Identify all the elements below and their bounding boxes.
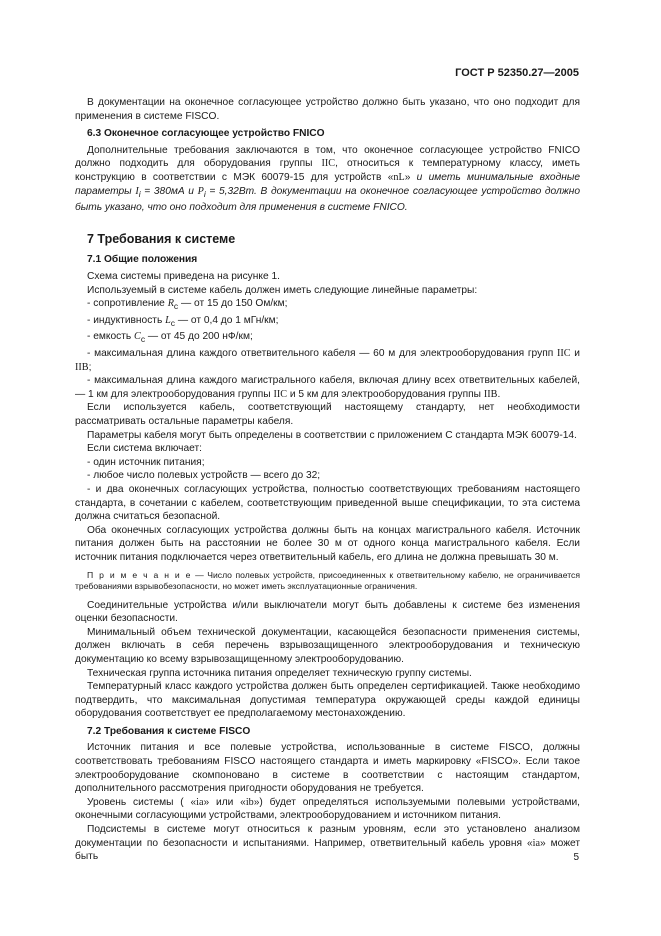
subscript: c bbox=[140, 334, 146, 345]
text: Уровень системы ( « bbox=[87, 796, 197, 808]
text: » может быть bbox=[75, 837, 581, 863]
text: » или « bbox=[203, 796, 246, 808]
section-7-title: 7 Требования к системе bbox=[87, 231, 236, 246]
group-symbol: IIB bbox=[483, 388, 498, 400]
terminators-paragraph: Оба оконечных согласующих устройства должны быть на концах магистрального кабеля. Источник питания должен быть на расстоянии не более 30 м от одного конца магистрального кабеля. Если источник питания подключается через ответвительный кабель, его длина не должна превышать 30 м. bbox=[75, 524, 580, 563]
group-symbol: IIB bbox=[75, 361, 89, 373]
text: Дополнительные требования заключаются в том, что оконечное согласующее устройство FNICO должно подходить для оборудования группы bbox=[75, 144, 580, 170]
group-symbol: IIC bbox=[273, 388, 288, 400]
subscript: c bbox=[173, 301, 179, 312]
group-paragraph: Техническая группа источника питания определяет техническую группу системы. bbox=[87, 667, 472, 679]
text: - индуктивность bbox=[87, 314, 166, 326]
text: - емкость bbox=[87, 331, 135, 343]
level-paragraph bbox=[75, 796, 580, 823]
text: — от 45 до 200 нФ/км; bbox=[145, 331, 253, 343]
text: - максимальная длина каждого магистрального кабеля, включая длину всех ответвительных кабелей, — 1 км для электрооборудования группы bbox=[75, 375, 580, 400]
docs-paragraph: Минимальный объем технической документации, касающейся безопасности применения системы, должен включать в себя перечень взрывозащищенного электрооборудования и техническую документацию ко всему взрывозащищенному электрооборудованию. bbox=[75, 626, 580, 665]
list-item: - один источник питания; bbox=[87, 456, 205, 468]
list-item bbox=[75, 347, 580, 374]
text: - максимальная длина каждого ответвительного кабеля — 60 м для электрооборудования групп bbox=[87, 348, 557, 360]
params-paragraph: Параметры кабеля могут быть определены в соответствии с приложением С стандарта МЭК 60079-14. bbox=[87, 429, 577, 441]
note-label: П р и м е ч а н и е bbox=[87, 569, 192, 580]
list-item bbox=[75, 374, 580, 401]
text: - сопротивление bbox=[87, 298, 168, 310]
temperature-paragraph: Температурный класс каждого устройства должен быть определен сертификацией. Также необходимо подтвердить, что максимальная допустимая температура окружающей среды каждой единицы оборудования соответствует ее предполагаемому местонахождению. bbox=[75, 681, 580, 720]
note-text: — Число полевых устройств, присоединенных к ответвительному кабелю, не ограничивается требованиями взрывобезопасности, но может иметь эксплуатационные ограничения. bbox=[75, 569, 580, 592]
scheme-paragraph: Схема системы приведена на рисунке 1. bbox=[87, 270, 280, 282]
level-symbol: ia bbox=[196, 796, 204, 808]
conform-paragraph: Если используется кабель, соответствующий настоящему стандарту, нет необходимости рассматривать остальные параметры кабеля. bbox=[75, 402, 580, 427]
text: Подсистемы в системе могут относиться к разным уровням, если это установлено анализом документации по безопасности и испытаниями. Например, ответвительный кабель уровня « bbox=[75, 824, 580, 849]
text: = 5,32Вт. В документации на оконечное согласующее устройство должно быть указано, что оно подходит для применения в системе FNICO. bbox=[75, 185, 580, 214]
text: » bbox=[404, 171, 417, 183]
text: и 5 км для электрооборудования группы bbox=[287, 388, 484, 400]
text: , относиться к температурному классу, иметь конструкцию в соответствии с МЭК 60079-15 для устройств « bbox=[75, 158, 580, 183]
group-symbol: IIC bbox=[556, 348, 571, 360]
section-6-3-paragraph bbox=[75, 144, 580, 215]
includes-paragraph: Если система включает: bbox=[87, 443, 202, 455]
subsystem-paragraph bbox=[75, 823, 580, 864]
list-item bbox=[75, 330, 580, 347]
inductance-symbol: L bbox=[165, 314, 171, 326]
section-7-1-title: 7.1 Общие положения bbox=[87, 254, 198, 266]
current-symbol: I bbox=[135, 185, 139, 197]
fisco-paragraph: Источник питания и все полевые устройства, использованные в системе FISCO, должны соответствовать требованиям FISCO настоящего стандарта и иметь маркировку «FISCO». Если такое электрооборудование скомпоновано в системе в соответствии с настоящим стандартом, дополнительного рассмотрения пригодности оборудования не требуется. bbox=[75, 742, 580, 795]
list-item: - и два оконечных согласующих устройства, полностью соответствующих требованиям настоящего стандарта, в сочетании с кабелем, соответствующим приведенной выше спецификации, то эта система должна считаться безопасной. bbox=[75, 483, 580, 523]
cable-paragraph: Используемый в системе кабель должен иметь следующие линейные параметры: bbox=[87, 284, 478, 296]
power-symbol: P bbox=[197, 185, 204, 197]
intro-paragraph: В документации на оконечное согласующее устройство должно быть указано, что оно подходит для применения в системе FISCO. bbox=[75, 97, 580, 122]
subscript: i bbox=[203, 188, 206, 199]
connectors-paragraph: Соединительные устройства и/или выключатели могут быть добавлены к системе без изменения оценки безопасности. bbox=[75, 599, 580, 625]
nl-symbol: nL bbox=[393, 171, 405, 183]
text: и bbox=[570, 348, 580, 360]
subscript: c bbox=[170, 317, 176, 328]
list-item bbox=[75, 314, 580, 331]
level-symbol: ib bbox=[245, 796, 254, 808]
standard-header: ГОСТ Р 52350.27—2005 bbox=[455, 67, 579, 79]
list-item: - любое число полевых устройств — всего до 32; bbox=[87, 470, 321, 482]
page-body bbox=[75, 96, 580, 864]
page-number: 5 bbox=[573, 852, 579, 863]
text: — от 0,4 до 1 мГн/км; bbox=[175, 314, 279, 326]
text: ») будет определяться используемыми полевыми устройствами, оконечными согласующими устройствами, электрооборудованием и источником питания. bbox=[75, 796, 580, 822]
text: и иметь минимальные входные параметры bbox=[75, 171, 580, 197]
section-7-2-title: 7.2 Требования к системе FISCO bbox=[87, 725, 251, 737]
subscript: i bbox=[138, 188, 141, 199]
text: . bbox=[497, 388, 501, 400]
list-item bbox=[75, 297, 580, 314]
text: = 380мА и bbox=[140, 185, 198, 197]
level-symbol: ia bbox=[532, 837, 540, 849]
note bbox=[75, 570, 580, 593]
group-symbol: IIC bbox=[321, 158, 336, 170]
text: ; bbox=[88, 361, 92, 373]
section-6-3-title: 6.3 Оконечное согласующее устройство FNICO bbox=[87, 128, 325, 140]
resistance-symbol: R bbox=[167, 298, 174, 310]
text: — от 15 до 150 Ом/км; bbox=[178, 298, 288, 310]
capacitance-symbol: C bbox=[134, 331, 141, 343]
